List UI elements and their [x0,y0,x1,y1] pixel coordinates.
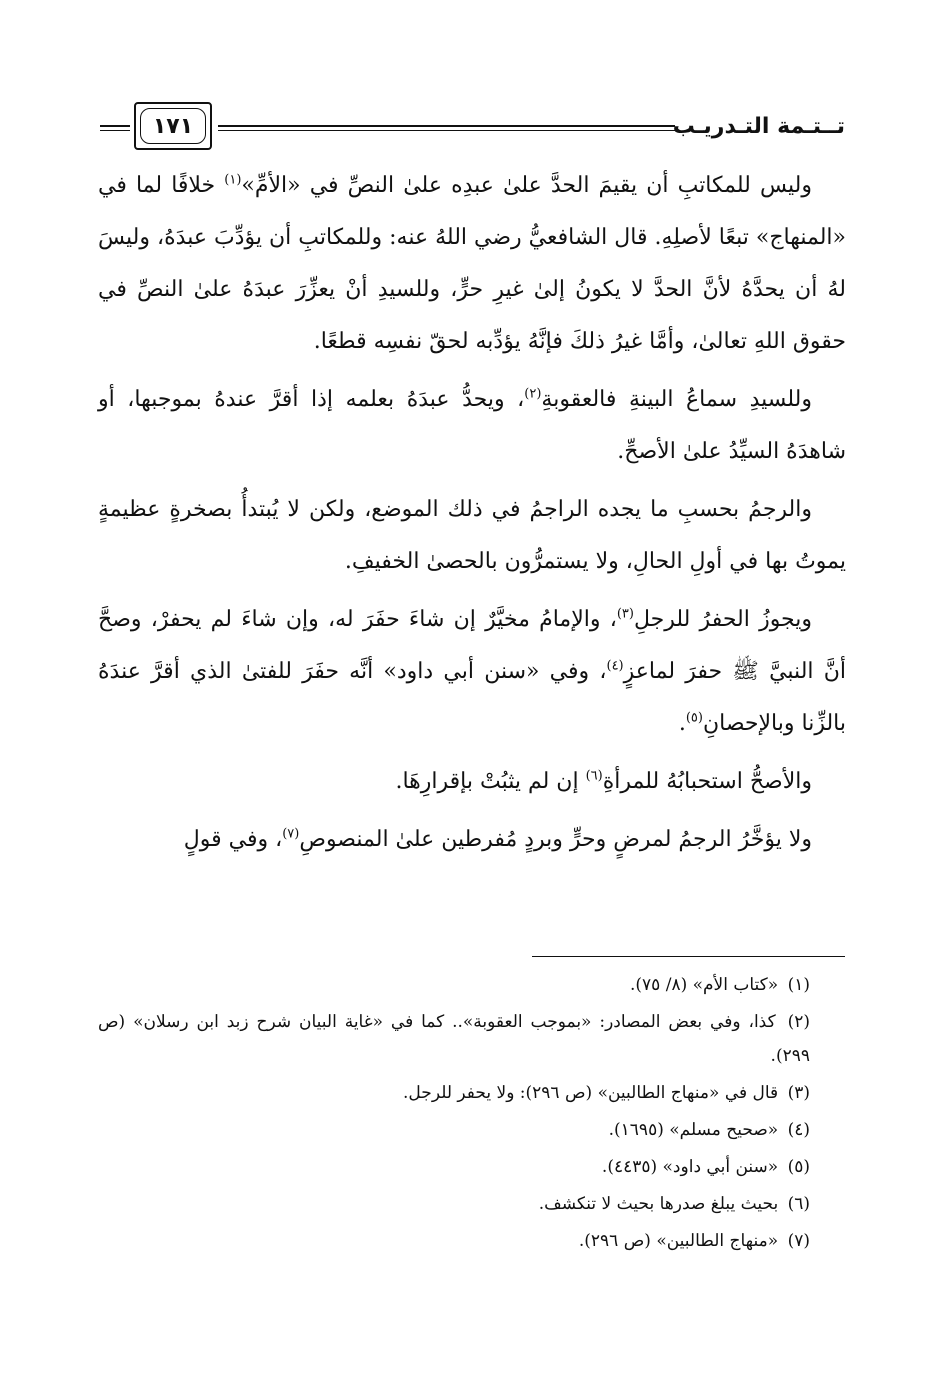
footnote [98,1224,846,1258]
text-run: والرجمُ بحسبِ ما يجده الراجمُ في ذلك الموضع، ولكن لا يُبتدأُ بصخرةٍ عظيمةٍ يموتُ بها في أولِ الحالِ، ولا يستمرُّون بالحصىٰ الخفيفِ. [98,497,846,574]
footnotes [98,968,846,1261]
text-run: إن لم يثبُتْ بإقرارِهَا. [395,769,586,794]
footnote [98,1005,846,1073]
paragraph [98,484,846,588]
footnote-text: قال في «منهاج الطالبين» (ص ٢٩٦): ولا يحفر للرجل. [403,1083,779,1103]
footnote-ref: (٤) [606,658,624,674]
footnote-number: (٥) [787,1157,810,1177]
footnote-number: (٤) [787,1120,810,1140]
footnote-ref: (٢) [524,386,542,402]
footnote-text: «صحيح مسلم» (١٦٩٥). [608,1120,779,1140]
text-run: ، والإمامُ مخيَّرٌ إن شاءَ حفَرَ له، وإن شاءَ لم يحفرْ، وصحَّ أنَّ النبيَّ ﷺ حفرَ لماعزٍ [98,607,846,684]
footnote-ref: (١) [224,172,242,188]
footnote-text: «سنن أبي داود» (٤٤٣٥). [601,1157,779,1177]
footnote-ref: (٥) [685,710,703,726]
footnote-text: بحيث يبلغ صدرها بحيث لا تنكشف. [538,1194,779,1214]
footnote [98,1076,846,1110]
running-title: تــتـمة التـدريـب [672,114,845,139]
text-run: ويجوزُ الحفرُ للرجلِ [633,607,813,632]
header-rule [218,125,675,127]
paragraph [98,814,846,866]
text-run: ، وفي «سنن أبي داود» أنَّه حفَرَ للفتىٰ الذي أقرَّ عندَهُ بالزِّنا وبالإحصانِ [98,659,846,736]
footnote-number: (٣) [787,1083,810,1103]
text-run: . [678,711,686,736]
footnote-number: (٦) [787,1194,810,1214]
footnote-ref: (٧) [282,826,300,842]
footnote [98,1113,846,1147]
footnote-number: (٧) [787,1231,810,1251]
text-run: ولا يؤخَّرُ الرجمُ لمرضٍ وحرٍّ وبردٍ مُفرطين علىٰ المنصوصِ [299,827,812,852]
footnote [98,1150,846,1184]
main-text [98,160,846,872]
footnote [98,1187,846,1221]
page-header [100,100,845,152]
page-number: ١٧١ [140,108,206,144]
text-run: وللسيدِ سماعُ البينةِ فالعقوبةِ [541,387,813,412]
footnote-ref: (٣) [616,606,634,622]
footnote-number: (٢) [787,1012,811,1032]
text-run: خلافًا لما في «المنهاج» تبعًا لأصلِهِ. قال الشافعيُّ رضي اللهُ عنه: وللمكاتبِ أن يؤدِّبَ عبدَهُ، وليسَ لهُ أن يحدَّهُ لأنَّ الحدَّ لا يكونُ إلىٰ غيرِ حرٍّ، وللسيدِ أنْ يعزِّرَ عبدَهُ علىٰ النصِّ في حقوق اللهِ تعالىٰ، وأمَّا غيرُ ذلكَ فإنَّهُ يؤدِّبه لحقّ نفسِه قطعًا. [98,173,846,354]
footnote-text: «منهاج الطالبين» (ص ٢٩٦). [578,1231,779,1251]
text-run: والأصحُّ استحبابُهُ للمرأةِ [602,769,812,794]
footnote-separator [532,956,845,957]
paragraph [98,374,846,478]
paragraph [98,756,846,808]
header-rule-left [100,125,130,127]
footnote-text: «كتاب الأم» (٨/ ٧٥). [629,975,779,995]
footnote-number: (١) [787,975,810,995]
paragraph [98,594,846,750]
page-number-frame [134,102,212,150]
footnote [98,968,846,1002]
text-run: ، ويحدُّ عبدَهُ بعلمه إذا أقرَّ عندهُ بموجبها، أو شاهدَهُ السيِّدُ علىٰ الأصحِّ. [98,387,846,464]
footnote-ref: (٦) [585,768,603,784]
paragraph [98,160,846,368]
text-run: ، وفي قولٍ [183,827,283,852]
text-run: وليس للمكاتبِ أن يقيمَ الحدَّ علىٰ عبدِه علىٰ النصِّ في «الأمِّ» [241,173,812,198]
footnote-text: كذا، وفي بعض المصادر: «بموجب العقوبة».. كما في «غاية البيان شرح زبد ابن رسلان» (ص ٢٩٩). [98,1012,810,1066]
